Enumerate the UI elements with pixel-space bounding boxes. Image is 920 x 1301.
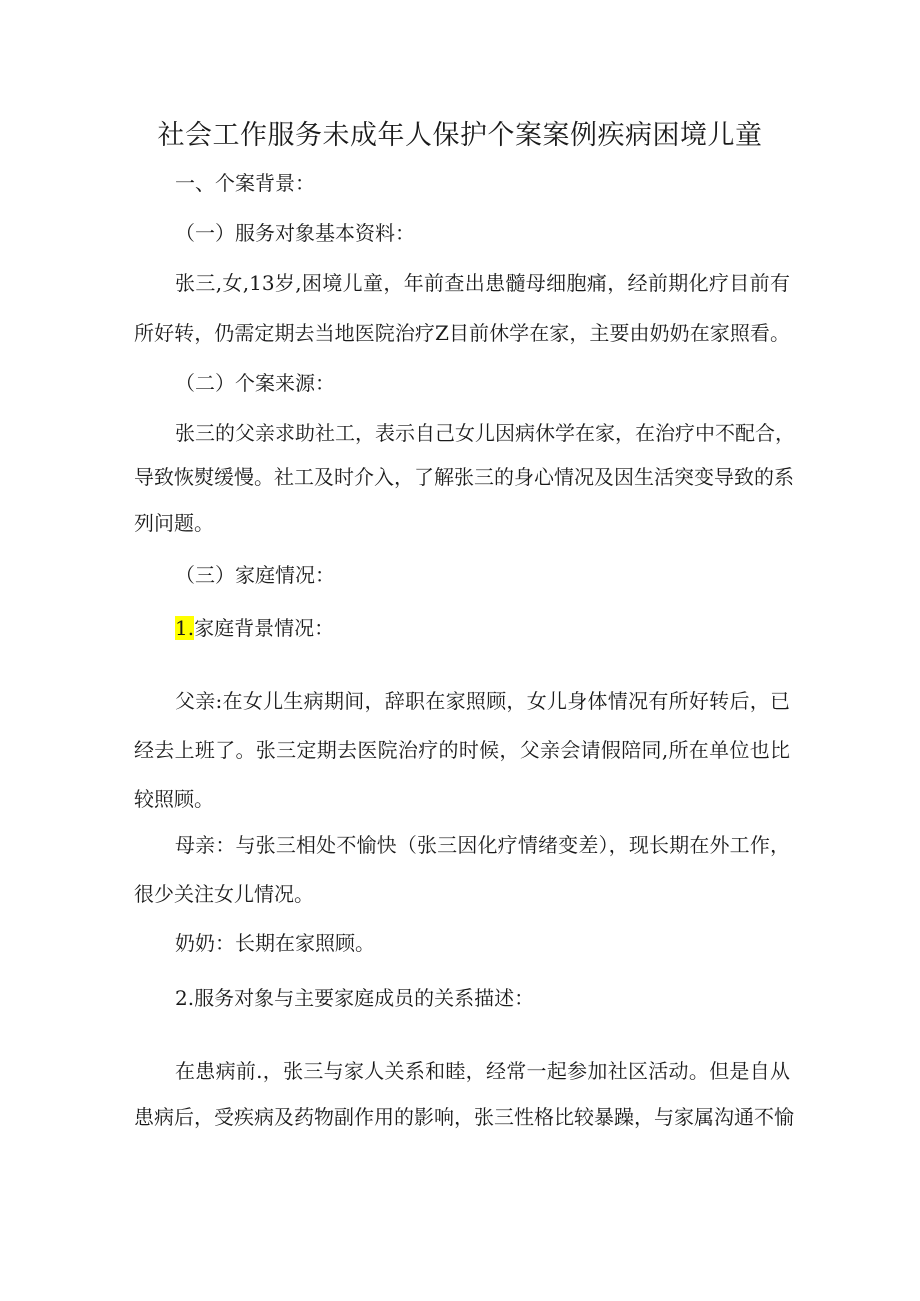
subheading-family: （三）家庭情况： [175,563,335,587]
section-heading-background: 一、个案背景： [175,171,315,195]
case-source-line-3: 列问题。 [134,511,214,535]
relationship-line-1: 在患病前.，张三与家人关系和睦，经常一起参加社区活动。但是自从 [175,1059,790,1083]
father-line-2: 经去上班了。张三定期去医院治疗的时候，父亲会请假陪同,所在单位也比 [134,738,790,762]
case-source-line-2: 导致恢熨缓慢。社工及时介入，了解张三的身心情况及因生活突变导致的系 [134,465,794,489]
highlighted-item-number: 1. [175,616,195,640]
family-background-heading [175,613,334,643]
father-line-3: 较照顾。 [134,787,214,811]
subheading-case-source: （二）个案来源： [175,371,335,395]
mother-line-2: 很少关注女儿情况。 [134,882,314,906]
subheading-basic-info: （一）服务对象基本资料： [175,221,415,245]
basic-info-line-1: 张三,女,13岁,困境儿童，年前查出患髓母细胞痛，经前期化疗目前有 [175,271,790,295]
relationship-heading: 2.服务对象与主要家庭成员的关系描述： [175,986,535,1010]
grandma-line: 奶奶：长期在家照顾。 [175,931,375,955]
relationship-line-2: 患病后，受疾病及药物副作用的影响，张三性格比较暴躁，与家属沟通不愉 [134,1105,794,1129]
family-background-label: 家庭背景情况： [194,616,335,640]
case-source-line-1: 张三的父亲求助社工，表示自己女儿因病休学在家，在治疗中不配合， [175,421,795,445]
basic-info-line-2: 所好转，仍需定期去当地医院治疗Z目前休学在家，主要由奶奶在家照看。 [134,321,790,345]
mother-line-1: 母亲：与张三相处不愉快（张三因化疗情绪变差），现长期在外工作， [175,833,790,857]
father-line-1: 父亲:在女儿生病期间，辞职在家照顾，女儿身体情况有所好转后，已 [175,689,790,713]
document-title: 社会工作服务未成年人保护个案案例疾病困境儿童 [157,120,763,151]
